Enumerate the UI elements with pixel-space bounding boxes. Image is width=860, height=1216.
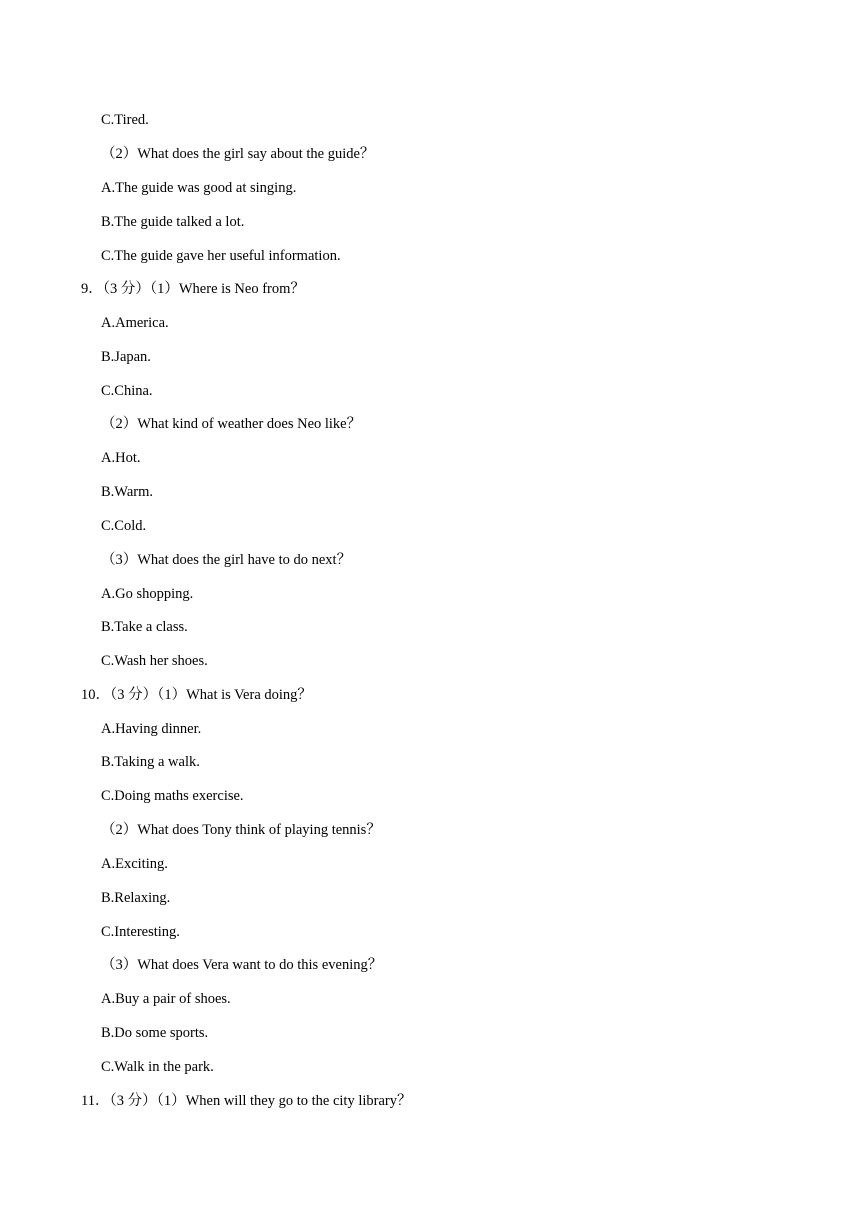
option-text: A.Go shopping.	[101, 586, 194, 602]
option-text: B.Take a class.	[101, 619, 188, 635]
option-text: C.Doing maths exercise.	[101, 788, 244, 804]
option-text: A.Hot.	[101, 450, 141, 466]
option-text: B.The guide talked a lot.	[101, 214, 245, 230]
question-heading: 9．（3 分）（1）Where is Neo from？	[81, 281, 305, 297]
option-text: A.Having dinner.	[101, 721, 202, 737]
sub-question-text: （3）What does the girl have to do next？	[101, 552, 352, 568]
option-text: C.Walk in the park.	[101, 1059, 214, 1075]
question-heading: 10．（3 分）（1）What is Vera doing？	[81, 687, 312, 703]
option-text: C.China.	[101, 383, 153, 399]
option-text: A.Exciting.	[101, 856, 168, 872]
option-text: C.Wash her shoes.	[101, 653, 208, 669]
option-text: A.The guide was good at singing.	[101, 180, 297, 196]
sub-question-text: （3）What does Vera want to do this evening？	[101, 957, 383, 973]
sub-question-text: （2）What does Tony think of playing tennis？	[101, 822, 381, 838]
option-text: B.Do some sports.	[101, 1025, 209, 1041]
option-text: C.The guide gave her useful information.	[101, 248, 341, 264]
option-text: A.America.	[101, 315, 169, 331]
option-text: A.Buy a pair of shoes.	[101, 991, 231, 1007]
option-text: C.Interesting.	[101, 924, 180, 940]
option-text: C.Tired.	[101, 112, 149, 128]
option-text: B.Taking a walk.	[101, 754, 200, 770]
option-text: C.Cold.	[101, 518, 147, 534]
option-text: B.Warm.	[101, 484, 153, 500]
sub-question-text: （2）What does the girl say about the guide？	[101, 146, 375, 162]
sub-question-text: （2）What kind of weather does Neo like？	[101, 416, 362, 432]
option-text: B.Relaxing.	[101, 890, 171, 906]
option-text: B.Japan.	[101, 349, 151, 365]
question-heading: 11．（3 分）（1）When will they go to the city library？	[81, 1093, 412, 1109]
